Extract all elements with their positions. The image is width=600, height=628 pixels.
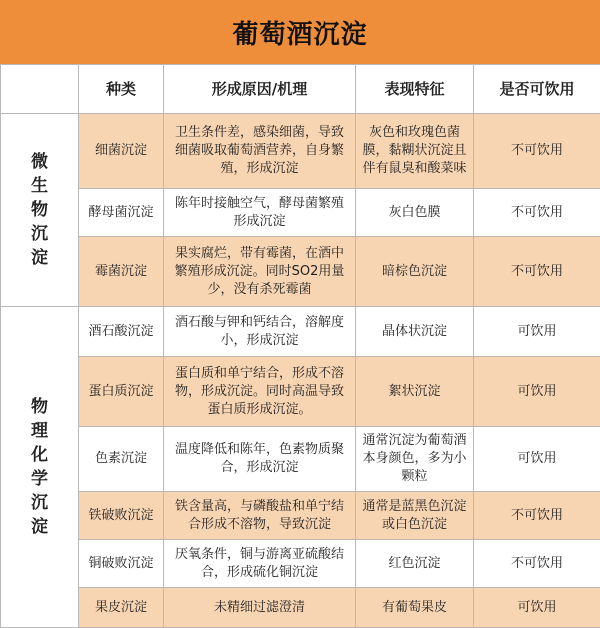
header-type: 种类 bbox=[79, 65, 164, 114]
table-row bbox=[1, 307, 600, 357]
group-label-microbial: 微 生 物 沉 淀 bbox=[1, 114, 79, 307]
row-name: 酒石酸沉淀 bbox=[79, 307, 164, 357]
row-drinkable: 不可饮用 bbox=[474, 540, 600, 588]
table-row bbox=[1, 189, 600, 237]
row-drinkable: 可饮用 bbox=[474, 427, 600, 492]
row-feature: 晶体状沉淀 bbox=[356, 307, 474, 357]
row-feature: 红色沉淀 bbox=[356, 540, 474, 588]
row-feature: 灰色和玫瑰色菌膜，黏糊状沉淀且伴有鼠臭和酸菜味 bbox=[356, 114, 474, 189]
row-drinkable: 不可饮用 bbox=[474, 114, 600, 189]
row-drinkable: 可饮用 bbox=[474, 357, 600, 427]
row-feature: 絮状沉淀 bbox=[356, 357, 474, 427]
row-drinkable: 可饮用 bbox=[474, 588, 600, 628]
page-title: 葡萄酒沉淀 bbox=[0, 0, 600, 64]
header-corner bbox=[1, 65, 79, 114]
row-feature: 暗棕色沉淀 bbox=[356, 237, 474, 307]
row-reason: 陈年时接触空气，酵母菌繁殖形成沉淀 bbox=[164, 189, 356, 237]
table-row bbox=[1, 114, 600, 189]
row-drinkable: 可饮用 bbox=[474, 307, 600, 357]
table-row bbox=[1, 588, 600, 628]
row-drinkable: 不可饮用 bbox=[474, 237, 600, 307]
row-reason: 酒石酸与钾和钙结合，溶解度小，形成沉淀 bbox=[164, 307, 356, 357]
sediment-table bbox=[0, 64, 600, 628]
row-reason: 厌氧条件，铜与游离亚硫酸结合，形成硫化铜沉淀 bbox=[164, 540, 356, 588]
row-feature: 灰白色膜 bbox=[356, 189, 474, 237]
header-row bbox=[1, 65, 600, 114]
header-reason: 形成原因/机理 bbox=[164, 65, 356, 114]
row-name: 果皮沉淀 bbox=[79, 588, 164, 628]
row-feature: 通常是蓝黑色沉淀或白色沉淀 bbox=[356, 492, 474, 540]
row-reason: 卫生条件差，感染细菌，导致细菌吸取葡萄酒营养，自身繁殖，形成沉淀 bbox=[164, 114, 356, 189]
row-reason: 未精细过滤澄清 bbox=[164, 588, 356, 628]
row-name: 细菌沉淀 bbox=[79, 114, 164, 189]
row-name: 酵母菌沉淀 bbox=[79, 189, 164, 237]
row-feature: 通常沉淀为葡萄酒本身颜色，多为小颗粒 bbox=[356, 427, 474, 492]
header-drinkable: 是否可饮用 bbox=[474, 65, 600, 114]
table-row bbox=[1, 357, 600, 427]
row-reason: 温度降低和陈年，色素物质聚合，形成沉淀 bbox=[164, 427, 356, 492]
row-reason: 果实腐烂，带有霉菌，在酒中繁殖形成沉淀。同时SO2用量少，没有杀死霉菌 bbox=[164, 237, 356, 307]
table-row bbox=[1, 540, 600, 588]
group-label-physicochemical: 物 理 化 学 沉 淀 bbox=[1, 307, 79, 628]
row-feature: 有葡萄果皮 bbox=[356, 588, 474, 628]
table-row bbox=[1, 237, 600, 307]
row-drinkable: 不可饮用 bbox=[474, 492, 600, 540]
row-name: 蛋白质沉淀 bbox=[79, 357, 164, 427]
row-reason: 铁含量高，与磷酸盐和单宁结合形成不溶物，导致沉淀 bbox=[164, 492, 356, 540]
row-name: 铜破败沉淀 bbox=[79, 540, 164, 588]
table-row bbox=[1, 427, 600, 492]
header-feature: 表现特征 bbox=[356, 65, 474, 114]
row-name: 色素沉淀 bbox=[79, 427, 164, 492]
row-drinkable: 不可饮用 bbox=[474, 189, 600, 237]
row-name: 霉菌沉淀 bbox=[79, 237, 164, 307]
row-name: 铁破败沉淀 bbox=[79, 492, 164, 540]
table-row bbox=[1, 492, 600, 540]
row-reason: 蛋白质和单宁结合，形成不溶物，形成沉淀。同时高温导致蛋白质形成沉淀。 bbox=[164, 357, 356, 427]
